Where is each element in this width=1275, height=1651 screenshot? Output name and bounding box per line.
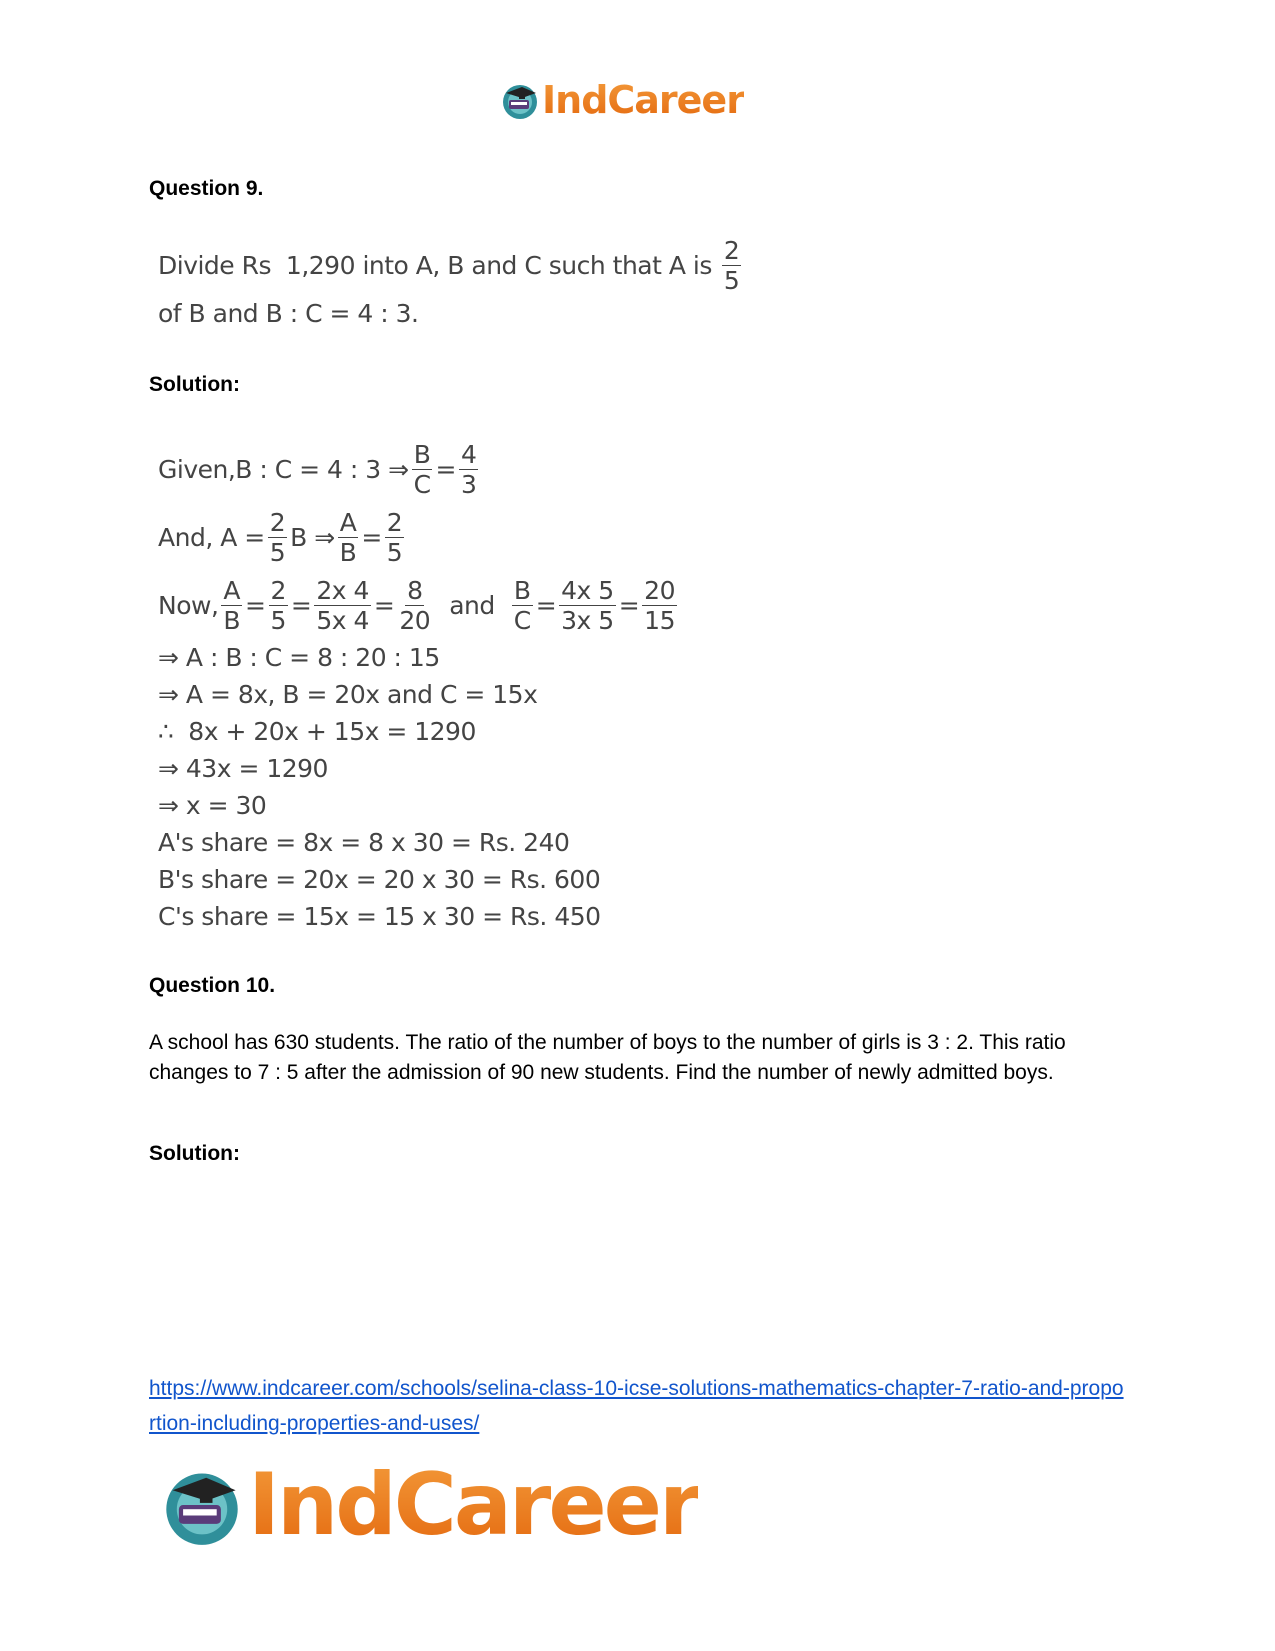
fraction [268,507,287,567]
solution-line: ∴ 8x + 20x + 15x = 1290 [158,717,476,746]
footer-logo-text: IndCareer [248,1455,699,1555]
solution-line: A's share = 8x = 8 x 30 = Rs. 240 [158,828,570,857]
fraction-numerator: 2x 4 [316,575,369,605]
fraction-denominator: 5x 4 [316,605,369,635]
fraction-denominator: C [513,605,531,635]
fraction-denominator: 15 [644,605,675,635]
fraction [314,575,371,635]
fraction-denominator: B [223,605,241,635]
fraction-numerator: 2 [269,507,286,537]
question-9-line-2-text: of B and B : C = 4 : 3. [158,299,419,328]
question-9-line-2 [158,299,744,328]
solution-line [158,503,680,571]
fraction-denominator: 3 [461,469,477,499]
fraction-numerator: 2 [270,575,286,605]
fraction-numerator: 20 [644,575,675,605]
fraction-denominator: 20 [399,605,431,635]
fraction [642,575,677,635]
solution-line: ⇒ 43x = 1290 [158,754,328,783]
fraction [221,575,242,635]
graduation-cap-book-globe-icon [160,1463,244,1547]
fraction-denominator: 3x 5 [561,605,614,635]
fraction-numerator: 4x 5 [561,575,614,605]
math-text: Now, [158,590,219,620]
math-text: B ⇒ [290,522,335,552]
math-text: And, A = [158,522,265,552]
source-link[interactable]: https://www.indcareer.com/schools/selina-class-10-icse-solutions-mathematics-chapter-7-ratio-and-proportion-including-properties-and-uses/ [149,1377,1124,1435]
math-text: Given,B : C = 4 : 3 ⇒ [158,454,409,484]
fraction-denominator: 5 [269,537,286,567]
solution-line [158,571,680,639]
fraction [559,575,616,635]
fraction [385,507,404,567]
question-9-text [158,238,744,328]
solution-line: ⇒ A = 8x, B = 20x and C = 15x [158,680,538,709]
question-9-line-1-text: Divide Rs 1,290 into A, B and C such that A is [158,251,712,280]
fraction-numerator: B [413,439,431,469]
fraction-numerator: 8 [407,575,423,605]
solution-line [158,435,680,503]
fraction [512,575,533,635]
solution-9-heading: Solution: [149,373,240,396]
math-operator: = [535,590,557,620]
math-operator: = [245,590,266,620]
graduation-cap-book-globe-icon [500,80,540,120]
fraction-numerator: 2 [723,236,740,265]
fraction-numerator: A [223,575,241,605]
fraction-numerator: A [339,507,357,537]
question-10-heading: Question 10. [149,974,276,997]
solution-line: C's share = 15x = 15 x 30 = Rs. 450 [158,902,601,931]
math-operator: = [361,522,382,552]
fraction [269,575,288,635]
fraction-numerator: 4 [461,439,477,469]
math-operator: = [618,590,640,620]
fraction [459,439,478,499]
solution-line: B's share = 20x = 20 x 30 = Rs. 600 [158,865,601,894]
question-9-heading: Question 9. [149,177,264,200]
math-operator: = [435,454,456,484]
math-text: and [449,590,495,620]
math-operator: = [373,590,395,620]
fraction [338,507,359,567]
fraction-denominator: 5 [270,605,286,635]
fraction-numerator: B [513,575,531,605]
question-10-text: A school has 630 students. The ratio of the number of boys to the number of girls is 3 : 2. This ratio changes to 7 : 5 after the admission of 90 new students. Find the number of newly admitted boys. [149,1031,1066,1084]
solution-line: ⇒ x = 30 [158,791,267,820]
fraction-denominator: C [413,469,431,499]
fraction-denominator: 5 [386,537,403,567]
fraction-denominator: 5 [723,266,740,295]
solution-10-heading: Solution: [149,1142,240,1165]
footer-logo [160,1455,698,1555]
fraction [397,575,432,635]
fraction [722,238,741,293]
fraction-denominator: B [339,537,357,567]
header-logo [500,78,744,122]
question-9-line-1 [158,238,744,293]
header-logo-text: IndCareer [542,78,744,122]
solution-line: ⇒ A : B : C = 8 : 20 : 15 [158,643,440,672]
fraction-numerator: 2 [386,507,403,537]
math-operator: = [290,590,312,620]
fraction [412,439,433,499]
solution-9-math [158,435,680,935]
